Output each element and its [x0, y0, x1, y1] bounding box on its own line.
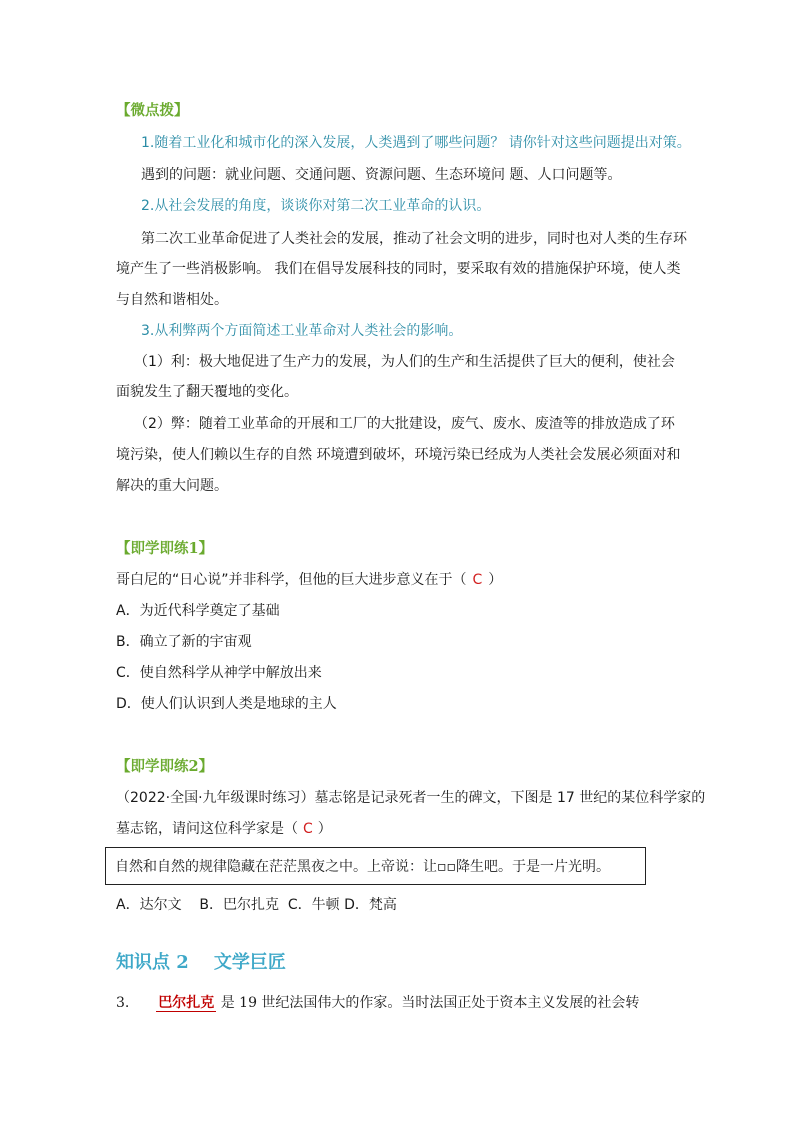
tip-answer-3-con-line-2: 境污染，使人们赖以生存的自然 环境遭到破坏，环境污染已经成为人类社会发展必须面对和	[116, 447, 681, 463]
epitaph-box	[105, 847, 646, 885]
practice-2-stem-close: ）	[317, 821, 332, 837]
practice-1-option-b: B．确立了新的宇宙观	[116, 634, 252, 650]
tip-answer-2-line-1: 第二次工业革命促进了人类社会的发展，推动了社会文明的进步，同时也对人类的生存环	[141, 231, 687, 247]
practice-2-stem-text: 墓志铭，请问这位科学家是（	[116, 821, 298, 837]
practice-2-options: A．达尔文 B．巴尔扎克 C．牛顿 D．梵高	[116, 897, 397, 913]
practice-1-stem	[116, 570, 502, 590]
tip-question-2: 2.从社会发展的角度，谈谈你对第二次工业革命的认识。	[141, 198, 491, 214]
tip-answer-3-con-line-1: （2）弊：随着工业革命的开展和工厂的大批建设，废气、废水、废渣等的排放造成了环	[134, 416, 675, 432]
tip-answer-2-line-2: 境产生了一些消极影响。 我们在倡导发展科技的同时，要采取有效的措施保护环境，使人类	[116, 261, 681, 277]
knowledge-item-number: 3.	[116, 995, 130, 1011]
tip-question-3: 3.从利弊两个方面简述工业革命对人类社会的影响。	[141, 323, 463, 339]
practice-1-stem-close: ）	[488, 572, 503, 588]
knowledge-point-2-title: 知识点 2 文学巨匠	[116, 952, 286, 973]
practice-2-answer: C	[303, 821, 313, 837]
knowledge-item-answer: 巴尔扎克	[158, 995, 215, 1011]
tip-answer-3-pro-line-2: 面貌发生了翻天覆地的变化。	[116, 384, 298, 400]
tip-answer-2-line-3: 与自然和谐相处。	[116, 292, 228, 308]
practice-1-option-a: A．为近代科学奠定了基础	[116, 603, 280, 619]
practice-2-heading: 【即学即练2】	[116, 758, 214, 775]
knowledge-item-text: 是 19 世纪法国伟大的作家。当时法国正处于资本主义发展的社会转	[220, 995, 640, 1011]
tip-answer-3-con-line-3: 解决的重大问题。	[116, 478, 228, 494]
knowledge-item-3	[116, 993, 639, 1013]
practice-1-stem-text: 哥白尼的“日心说”并非科学，但他的巨大进步意义在于（	[116, 572, 467, 588]
practice-2-stem-line-1: （2022·全国·九年级课时练习）墓志铭是记录死者一生的碑文，下图是 17 世纪的某位科学家的	[116, 790, 706, 806]
tip-answer-1: 遇到的问题：就业问题、交通问题、资源问题、生态环境问 题、人口问题等。	[141, 167, 622, 183]
practice-1-option-d: D．使人们认识到人类是地球的主人	[116, 696, 337, 712]
practice-1-option-c: C．使自然科学从神学中解放出来	[116, 665, 322, 681]
tip-answer-3-pro-line-1: （1）利：极大地促进了生产力的发展，为人们的生产和生活提供了巨大的便利，使社会	[134, 354, 675, 370]
tip-question-1: 1.随着工业化和城市化的深入发展，人类遇到了哪些问题？ 请你针对这些问题提出对策。	[141, 135, 691, 151]
practice-2-stem-line-2	[116, 819, 332, 839]
practice-1-answer: C	[472, 572, 483, 588]
practice-1-heading: 【即学即练1】	[116, 540, 214, 557]
tip-heading: 【微点拨】	[116, 102, 189, 119]
epitaph-text: 自然和自然的规律隐藏在茫茫黑夜之中。上帝说：让▫▫降生吧。于是一片光明。	[115, 859, 610, 875]
